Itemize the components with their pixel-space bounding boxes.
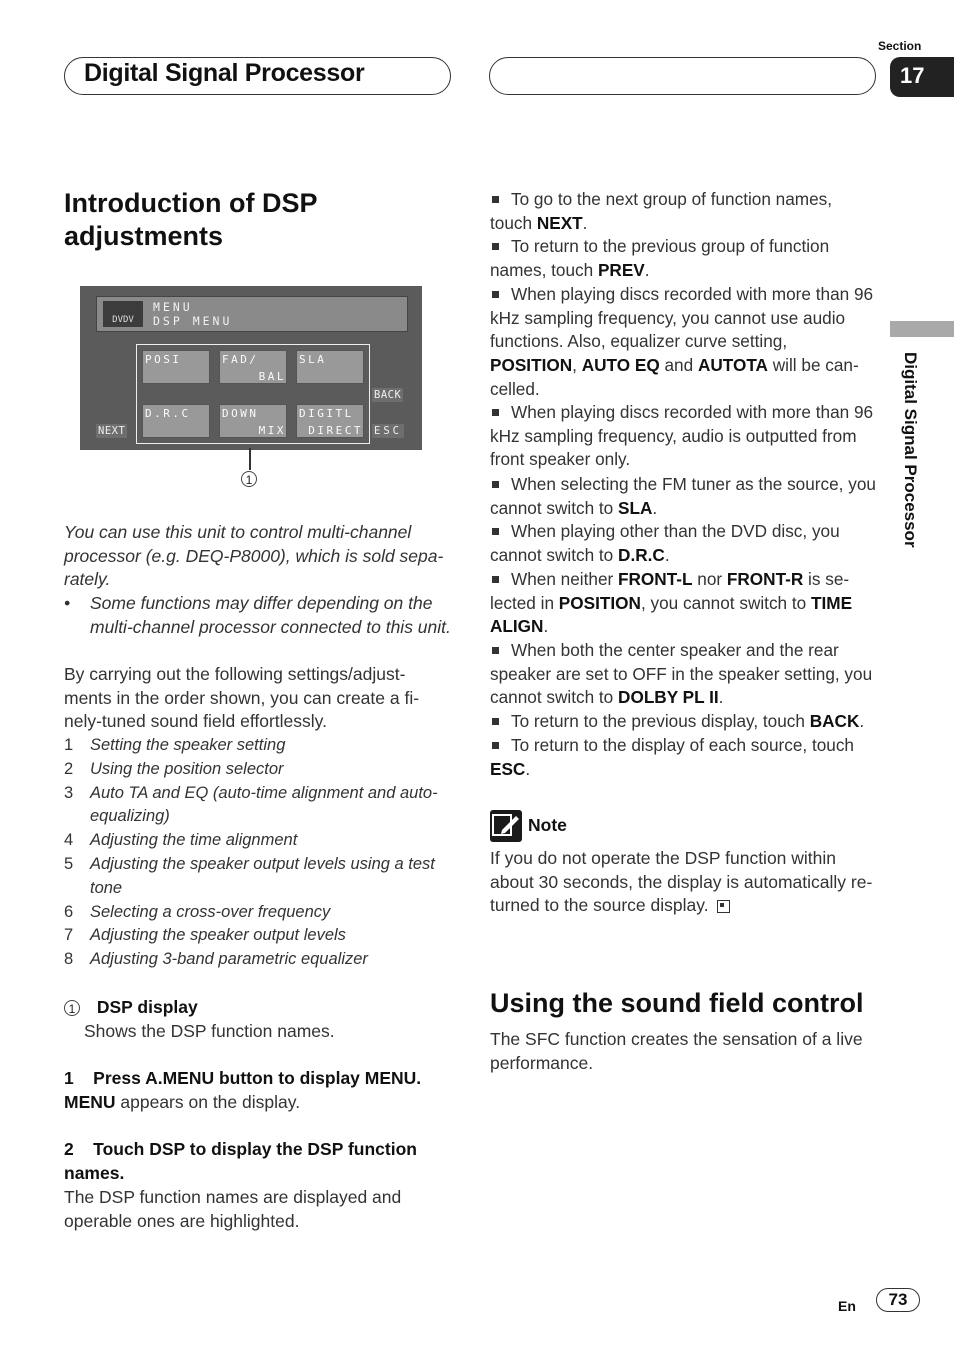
bullet-bold: AUTO EQ: [581, 355, 660, 376]
bullet-text: .: [543, 616, 549, 637]
step1-body: [64, 1091, 452, 1115]
step2-body: The DSP function names are displayed and operable ones are highlighted.: [64, 1187, 402, 1231]
step1-body-text: appears on the display.: [115, 1092, 301, 1112]
screen-esc-button: ESC: [374, 425, 402, 437]
bullet-bold: D.R.C: [618, 544, 665, 565]
fn-button-label: DIRECT: [308, 424, 363, 437]
list-number: 1: [64, 736, 74, 754]
intro-title-line1: Introduction of DSP: [64, 188, 318, 218]
list-item: [64, 948, 452, 972]
list-number: 4: [64, 831, 74, 850]
bullet-bold: FRONT-R: [726, 569, 804, 589]
screen-menu-line1: MENU: [153, 300, 193, 314]
bullet-text: To go to the next group of function names, touch: [490, 189, 833, 233]
list-item: [490, 710, 878, 734]
note-text: [490, 847, 878, 918]
bullet-bold: TIME ALIGN: [490, 592, 853, 637]
fn-button-label: DOWN: [222, 407, 259, 420]
bullet-text: To return to the display of each source, touch: [511, 735, 854, 755]
note-title: [528, 814, 567, 838]
list-text: Adjusting the time alignment: [90, 831, 298, 850]
list-item: [490, 188, 878, 235]
section-number: 17: [890, 57, 954, 97]
intro-title-line2: adjustments: [64, 221, 224, 251]
square-bullet-icon: [492, 481, 499, 488]
list-item: [490, 639, 878, 710]
callout-description: Shows the DSP function names.: [84, 1021, 335, 1041]
screen-menu-title: [153, 300, 232, 328]
callout-number: [241, 471, 257, 489]
callout-line: [249, 448, 251, 470]
bullet-text: When selecting the FM tuner as the source, you cannot switch to: [490, 474, 876, 518]
fn-button-sla: [296, 350, 364, 384]
square-bullet-icon: [492, 647, 499, 654]
square-bullet-icon: [492, 243, 499, 250]
list-number: 6: [64, 902, 74, 921]
square-bullet-icon: [492, 742, 499, 749]
square-bullet-icon: [492, 409, 499, 416]
sfc-text: The SFC function creates the sensation of a live performance.: [490, 1029, 863, 1073]
bullet-text: .: [664, 544, 670, 565]
end-mark-icon: [717, 900, 730, 913]
callout-title: DSP display: [96, 997, 198, 1017]
dsp-screen-illustration: [80, 286, 422, 450]
list-item: [64, 853, 452, 901]
screen-next-button: NEXT: [98, 425, 126, 437]
list-text: Selecting a cross-over frequency: [90, 902, 331, 921]
bullet-bold: NEXT: [536, 212, 583, 233]
bullet-text: When both the center speaker and the rear speaker are set to OFF in the speaker setting, you cannot switch to: [490, 640, 873, 708]
step1-heading: [64, 1067, 452, 1091]
section-label: Section: [878, 39, 922, 53]
bullet-text: When playing other than the DVD disc, you cannot switch to: [490, 521, 840, 565]
list-number: 7: [64, 926, 74, 945]
fn-button-fad-bal: [219, 350, 287, 384]
step1-body-bold: MENU: [64, 1092, 116, 1112]
screen-menu-line2: DSP MENU: [153, 314, 233, 328]
bullet-bold: POSITION: [490, 355, 573, 376]
dvd-logo-text: DVDV: [112, 315, 134, 325]
square-bullet-icon: [492, 291, 499, 298]
step1-heading-text: 1 Press A.MENU button to display MENU.: [64, 1068, 422, 1088]
bullet-bold: ESC: [490, 758, 526, 779]
intro-bullet: [64, 592, 452, 639]
list-number: 5: [64, 854, 74, 873]
bullet-bold: BACK: [809, 711, 860, 731]
note-text-body: If you do not operate the DSP function within about 30 seconds, the display is automatically re-turned to the source display.: [490, 848, 873, 916]
square-bullet-icon: [492, 576, 499, 583]
bullet-bold: DOLBY PL II: [618, 687, 719, 708]
bullet-text: nor: [692, 569, 727, 589]
bullet-text: .: [859, 711, 865, 731]
list-text: Using the position selector: [90, 759, 284, 778]
list-item: [64, 901, 452, 925]
bullet-bold: PREV: [597, 259, 645, 280]
intro-bullet-text: Some functions may differ depending on the multi-channel processor connected to this unit.: [90, 593, 451, 637]
list-item: [490, 473, 878, 520]
bullet-text: When neither: [511, 569, 619, 589]
list-text: Adjusting the speaker output levels: [90, 926, 346, 945]
intro-settings-paragraph: By carrying out the following settings/adjust-ments in the order shown, you can create a fi-nely-tuned sound field effortlessly.: [64, 664, 420, 732]
bullet-text: .: [644, 259, 650, 280]
list-text: Adjusting 3-band parametric equalizer: [90, 950, 368, 969]
bullet-bold: SLA: [618, 497, 653, 518]
square-bullet-icon: [492, 196, 499, 203]
header-blank-frame: [489, 57, 876, 95]
bullet-text: .: [525, 758, 531, 779]
list-text: Auto TA and EQ (auto-time alignment and auto-equalizing): [90, 783, 438, 826]
fn-button-label: BAL: [258, 370, 286, 383]
bullet-text: When playing discs recorded with more than 96 kHz sampling frequency, audio is outputted from front speaker only.: [490, 402, 874, 470]
fn-button-label: POSI: [145, 353, 182, 366]
intro-title: [64, 187, 444, 253]
side-tab-text: Digital Signal Processor: [901, 352, 920, 548]
note-pencil-icon: [490, 810, 522, 842]
list-number: 3: [64, 783, 74, 802]
list-number: 8: [64, 950, 74, 969]
step2-heading-text: 2 Touch DSP to display the DSP function names.: [64, 1139, 422, 1183]
sfc-title: Using the sound field control: [490, 988, 864, 1018]
bullet-bold: POSITION: [558, 592, 641, 613]
bullet-text: .: [652, 497, 658, 518]
bullet-text: To return to the previous display, touch: [511, 711, 810, 731]
bullet-text: When playing discs recorded with more than 96 kHz sampling frequency, you cannot use audio functions. Also, equalizer curve setting,: [490, 284, 874, 352]
list-item: [490, 283, 878, 402]
bullet-text: .: [718, 687, 724, 708]
callout-circle: 1: [241, 471, 257, 487]
list-item: [490, 401, 878, 472]
bullet-bold: FRONT-L: [618, 569, 693, 589]
fn-button-digitl-direct: [296, 404, 364, 438]
fn-button-label: MIX: [258, 424, 286, 437]
fn-button-down-mix: [219, 404, 287, 438]
bullet-bold: AUTOTA: [697, 355, 768, 376]
list-item: [64, 782, 452, 830]
list-item: [64, 734, 452, 758]
fn-button-label: FAD/: [222, 353, 259, 366]
steps-list: [64, 734, 452, 972]
bullet-text: , you cannot switch to: [640, 592, 811, 613]
bullet-text: .: [582, 212, 588, 233]
callout-title-row: [64, 996, 452, 1020]
header-title: Digital Signal Processor: [84, 59, 365, 87]
pencil-icon: [490, 810, 522, 842]
list-item: [490, 734, 878, 781]
intro-paragraph: You can use this unit to control multi-channel processor (e.g. DEQ-P8000), which is sold sepa-rately.: [64, 522, 444, 590]
screen-menu-bar: [96, 296, 408, 332]
bullet-text: will be can-celled.: [490, 355, 859, 399]
list-text: Setting the speaker setting: [90, 736, 286, 754]
fn-button-posi: [142, 350, 210, 384]
dvd-logo: [103, 301, 143, 327]
screen-back-button: BACK: [374, 389, 402, 401]
bullet-text: To return to the previous group of function names, touch: [490, 236, 830, 280]
step2-heading: [64, 1138, 452, 1185]
list-item: [64, 924, 452, 948]
list-item: [490, 520, 878, 567]
end-mark-fill: [720, 903, 724, 907]
fn-button-drc: [142, 404, 210, 438]
list-item: [64, 758, 452, 782]
list-number: 2: [64, 759, 74, 778]
language-label: En: [838, 1298, 856, 1314]
fn-button-label: SLA: [299, 353, 327, 366]
side-tab-marker: [890, 321, 954, 337]
list-item: [64, 829, 452, 853]
bullet-text: is se-lected in: [490, 569, 850, 613]
list-text: Adjusting the speaker output levels using a test tone: [90, 854, 435, 897]
square-bullet-icon: [492, 528, 499, 535]
page-number: 73: [876, 1288, 920, 1312]
bullet-text: ,: [572, 355, 582, 376]
note-title-text: Note: [528, 815, 567, 835]
callout-circle-small: 1: [64, 1000, 80, 1016]
square-bullet-icon: [492, 718, 499, 725]
fn-button-label: D.R.C: [145, 407, 191, 420]
bullet-dot: •: [64, 593, 71, 613]
fn-button-label: DIGITL: [299, 407, 354, 420]
bullet-text: and: [659, 355, 698, 376]
list-item: [490, 568, 878, 639]
list-item: [490, 235, 878, 282]
